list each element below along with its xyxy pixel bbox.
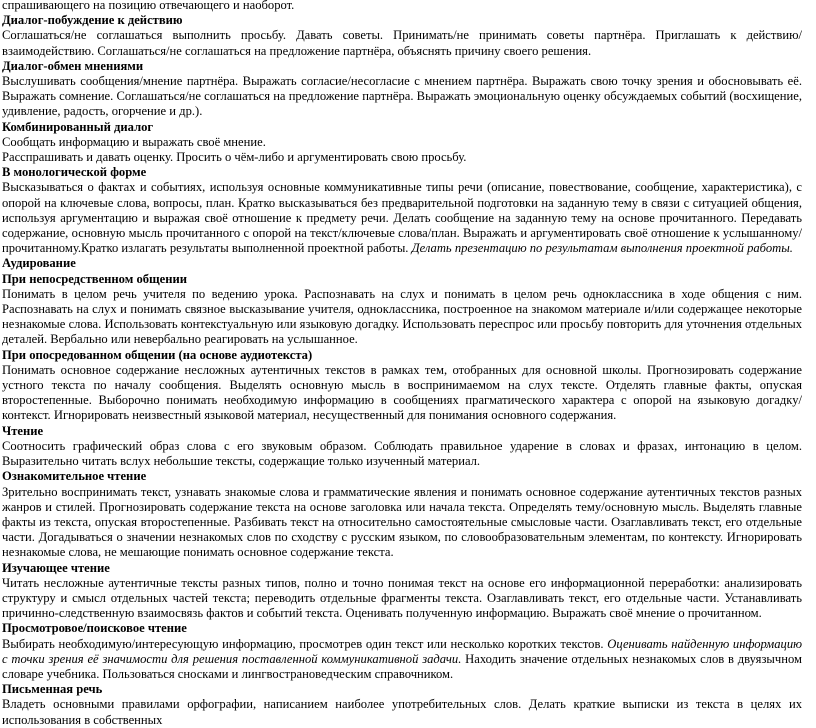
section-paragraph	[2, 363, 802, 424]
paragraph-text: Высказываться о фактах и событиях, используя основные коммуникативные типы речи (описание, повествование, сообщение, характеристика), с опорой на ключевые слова, вопросы, план. Кратко высказываться без предварительной подготовки на заданную тему в связи с ситуацией общения, используя аргументацию и выражая своё отношение к предмету речи. Делать сообщение на заданную тему на основе прочитанного. Передавать содержание, основную мысль прочитанного с опорой на текст/ключевые слова/план. Выражать и аргументировать своё отношение к услышанному/прочитанному.Кратко излагать результаты выполненной проектной работы.	[2, 180, 802, 256]
section-paragraph	[2, 576, 802, 622]
sections-container	[2, 13, 802, 728]
section-heading: Аудирование	[2, 256, 76, 271]
section-heading: При опосредованном общении (на основе аудиотекста)	[2, 347, 313, 362]
italic-text: Оценивать найденную информацию с точки зрения её значимости для решения поставленной коммуникативной задачи.	[2, 636, 802, 666]
paragraph-text: Владеть основными правилами орфографии, написанием наиболее употребительных слов. Делать краткие выписки из текста в целях их использования в собственных	[2, 697, 802, 727]
section-heading: Диалог-побуждение к действию	[2, 13, 183, 28]
section-heading: Письменная речь	[2, 682, 103, 697]
paragraph-text: Выбирать необходимую/интересующую информацию, просмотрев один текст или несколько коротких текстов.	[2, 636, 608, 651]
section-paragraph	[2, 637, 802, 683]
paragraph-text: Находить значение отдельных незнакомых слов в двуязычном словаре учебника. Пользоваться сносками и лингвострановедческим справочником.	[2, 651, 802, 681]
section-paragraph	[2, 180, 802, 256]
section-paragraph	[2, 74, 802, 120]
section-paragraph	[2, 439, 802, 469]
paragraph-text: Читать несложные аутентичные тексты разных типов, полно и точно понимая текст на основе его информационной переработки: анализировать структуру и смысл отдельных частей текста; переводить отдельные фрагменты текста. Озаглавливать текст, его отдельные части. Устанавливать причинно-следственную взаимосвязь фактов и событий текста. Оценивать полученную информацию. Выражать своё мнение о прочитанном.	[2, 575, 802, 621]
paragraph-text: Выслушивать сообщения/мнение партнёра. Выражать согласие/несогласие с мнением партнёра. Выражать свою точку зрения и обосновывать её. Выражать сомнение. Соглашаться/не соглашаться на предложение партнёра. Выражать эмоциональную оценку обсуждаемых событий (восхищение, удивление, радость, огорчение и др.).	[2, 74, 802, 119]
paragraph-text: Соглашаться/не соглашаться выполнить просьбу. Давать советы. Принимать/не принимать советы партнёра. Приглашать к действию/взаимодействию. Соглашаться/не соглашаться на предложение партнёра, объяснять причину своего решения.	[2, 28, 802, 58]
italic-text: Делать презентацию по результатам выполнения проектной работы.	[411, 241, 793, 256]
section-paragraph	[2, 697, 802, 727]
section-heading: Диалог-обмен мнениями	[2, 58, 144, 73]
top-line: спрашивающего на позицию отвечающего и наоборот.	[2, 0, 295, 12]
paragraph-text: Соотносить графический образ слова с его звуковым образом. Соблюдать правильное ударение в словах и фразах, интонацию в целом. Выразительно читать вслух небольшие тексты, содержащие только изученный материал.	[2, 438, 802, 469]
section-heading: Просмотровое/поисковое чтение	[2, 621, 187, 636]
section-heading: При непосредственном общении	[2, 271, 188, 286]
section-paragraph	[2, 485, 802, 561]
paragraph-text: Зрительно воспринимать текст, узнавать знакомые слова и грамматические явления и понимать основное содержание аутентичных текстов разных жанров и стилей. Прогнозировать содержание текста на основе заголовка или начала текста. Определять тему/основную мысль. Выделять главные факты из текста, опуская второстепенные. Разбивать текст на относительно самостоятельные смысловые части. Озаглавливать текст, его отдельные части. Догадываться о значении незнакомых слов по сходству с русским языком, по словообразовательным элементам, по контексту. Игнорировать незнакомые слова, не мешающие понимать основное содержание текста.	[2, 484, 802, 560]
section-heading: В монологической форме	[2, 165, 147, 180]
section-paragraph	[2, 150, 802, 165]
paragraph-text: Сообщать информацию и выражать своё мнение.	[2, 134, 266, 149]
paragraph-text: Понимать в целом речь учителя по ведению урока. Распознавать на слух и понимать в целом речь одноклассника в ходе общения с ним. Распознавать на слух и понимать связное высказывание учителя, одноклассника, построенное на знакомом материале и/или содержащее некоторые незнакомые слова. Использовать контекстуальную или языковую догадку. Использовать переспрос или просьбу повторить для уточнения отдельных деталей. Вербально или невербально реагировать на услышанное.	[2, 286, 802, 347]
paragraph-text: Расспрашивать и давать оценку. Просить о чём-либо и аргументировать свою просьбу.	[2, 150, 467, 165]
section-heading: Чтение	[2, 423, 44, 438]
section-paragraph	[2, 28, 802, 58]
section-paragraph	[2, 135, 802, 150]
section-heading: Комбинированный диалог	[2, 119, 154, 134]
section-heading: Ознакомительное чтение	[2, 469, 147, 484]
section-paragraph	[2, 287, 802, 348]
paragraph-text: Понимать основное содержание несложных аутентичных текстов в рамках тем, отобранных для основной школы. Прогнозировать содержание устного текста по началу сообщения. Выделять основную мысль в воспринимаемом на слух тексте. Отделять главные факты, опуская второстепенные. Выборочно понимать необходимую информацию в сообщениях прагматического характера с опорой на языковую догадку/контекст. Игнорировать неизвестный языковой материал, несущественный для понимания основного содержания.	[2, 362, 802, 423]
section-heading: Изучающее чтение	[2, 560, 110, 575]
